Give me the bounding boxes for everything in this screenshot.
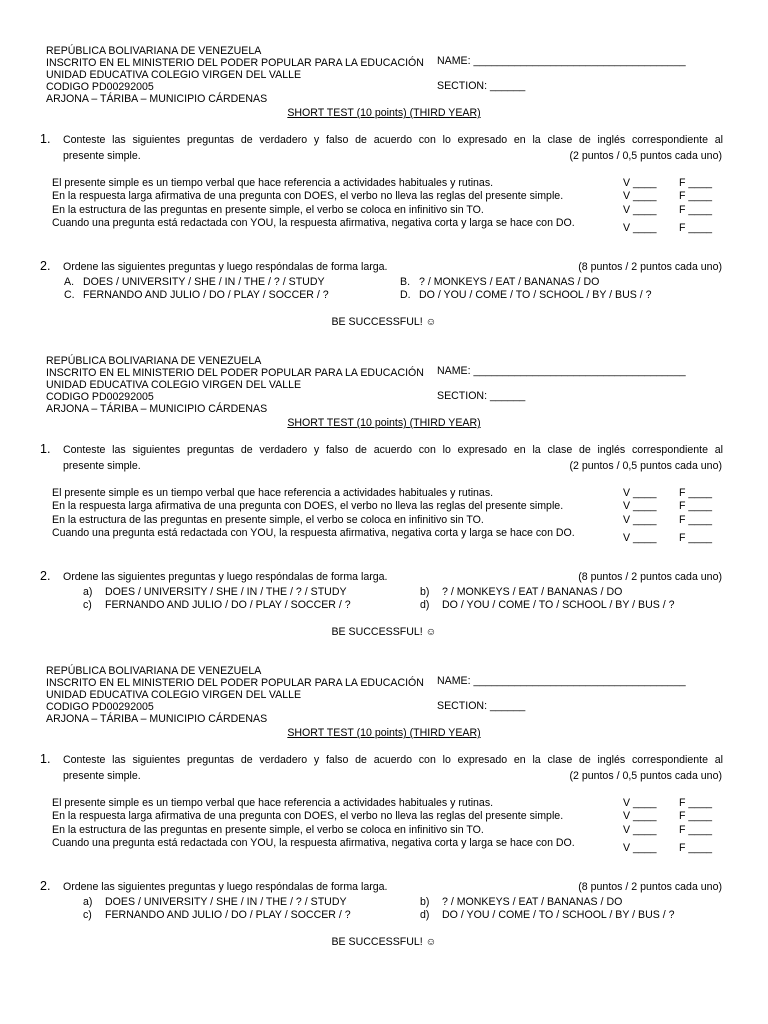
question-points: (2 puntos / 0,5 puntos cada uno) [569,460,722,472]
question-text-continued: presente simple. [63,770,141,782]
option-label: c) [83,909,92,921]
name-field[interactable]: NAME: ____________________________________ [437,675,686,687]
true-false-item [52,190,732,203]
true-false-item [52,824,732,837]
question-text: Ordene las siguientes preguntas y luego respóndalas de forma larga. [63,881,388,893]
statement: Cuando una pregunta está redactada con YOU, la respuesta afirmativa, negativa corta y larga se hace con DO. [52,526,575,539]
option-label: a) [83,586,93,598]
school-header [46,355,426,415]
header-line: UNIDAD EDUCATIVA COLEGIO VIRGEN DEL VALLE [46,379,302,391]
true-blank[interactable]: V ____ [623,797,657,809]
header-line: UNIDAD EDUCATIVA COLEGIO VIRGEN DEL VALLE [46,69,302,81]
scrambled-question [83,586,347,598]
true-false-item [52,177,732,190]
statement: En la respuesta larga afirmativa de una pregunta con DOES, el verbo no lleva las reglas del presente simple. [52,500,564,513]
false-blank[interactable]: F ____ [679,810,712,823]
true-blank[interactable]: V ____ [623,531,657,544]
false-blank[interactable]: F ____ [679,823,712,836]
statement: En la estructura de las preguntas en presente simple, el verbo se coloca en infinitivo sin TO. [52,513,484,526]
encouragement-footer: BE SUCCESSFUL! ☺ [331,316,437,328]
option-label: d) [420,909,430,921]
true-blank[interactable]: V ____ [623,190,657,203]
question-text: Ordene las siguientes preguntas y luego respóndalas de forma larga. [63,571,388,583]
true-false-item [52,217,732,243]
false-blank[interactable]: F ____ [679,797,712,809]
false-blank[interactable]: F ____ [679,203,712,216]
statement: El presente simple es un tiempo verbal que hace referencia a actividades habituales y rutinas. [52,177,494,189]
name-field[interactable]: NAME: ____________________________________ [437,55,686,67]
question-points: (2 puntos / 0,5 puntos cada uno) [569,150,722,162]
scrambled-question [400,276,599,288]
option-label: b) [420,586,430,598]
true-false-list [52,797,732,863]
header-line: ARJONA – TÁRIBA – MUNICIPIO CÁRDENAS [46,93,268,105]
question-text-continued: presente simple. [63,460,141,472]
header-line: INSCRITO EN EL MINISTERIO DEL PODER POPULAR PARA LA EDUCACIÓN [46,367,424,379]
header-line: INSCRITO EN EL MINISTERIO DEL PODER POPULAR PARA LA EDUCACIÓN [46,57,424,69]
true-false-item [52,487,732,500]
test-copy [0,0,768,328]
school-header [46,665,426,725]
section-field[interactable]: SECTION: ______ [437,700,526,712]
section-field[interactable]: SECTION: ______ [437,80,526,92]
option-text: DOES / UNIVERSITY / SHE / IN / THE / ? / STUDY [105,896,347,908]
question-points: (8 puntos / 2 puntos cada uno) [578,261,722,273]
true-blank[interactable]: V ____ [623,221,657,234]
scrambled-question [420,599,675,611]
header-line: CODIGO PD00292005 [46,81,154,93]
scrambled-question [400,289,652,301]
header-line: REPÚBLICA BOLIVARIANA DE VENEZUELA [46,45,262,57]
option-text: DOES / UNIVERSITY / SHE / IN / THE / ? / STUDY [83,276,325,288]
question-text: Conteste las siguientes preguntas de verdadero y falso de acuerdo con lo expresado en la clase de inglés correspondiente al [63,444,723,456]
option-label: d) [420,599,430,611]
true-blank[interactable]: V ____ [623,841,657,854]
statement: En la respuesta larga afirmativa de una pregunta con DOES, el verbo no lleva las reglas del presente simple. [52,190,564,203]
option-label: a) [83,896,93,908]
false-blank[interactable]: F ____ [679,513,712,526]
true-false-item [52,797,732,810]
school-header [46,45,426,105]
header-line: CODIGO PD00292005 [46,701,154,713]
false-blank[interactable]: F ____ [679,500,712,513]
false-blank[interactable]: F ____ [679,841,712,854]
option-text: FERNANDO AND JULIO / DO / PLAY / SOCCER / ? [83,289,329,301]
option-text: DO / YOU / COME / TO / SCHOOL / BY / BUS / ? [442,909,675,921]
question-text: Conteste las siguientes preguntas de verdadero y falso de acuerdo con lo expresado en la clase de inglés correspondiente al [63,134,723,146]
statement: En la respuesta larga afirmativa de una pregunta con DOES, el verbo no lleva las reglas del presente simple. [52,810,564,823]
option-text: ? / MONKEYS / EAT / BANANAS / DO [419,276,600,288]
option-label: D. [400,289,411,301]
true-false-item [52,204,732,217]
question-number: 1. [40,442,51,456]
header-line: UNIDAD EDUCATIVA COLEGIO VIRGEN DEL VALLE [46,689,302,701]
statement: Cuando una pregunta está redactada con YOU, la respuesta afirmativa, negativa corta y larga se hace con DO. [52,836,575,849]
scrambled-question [420,896,622,908]
true-false-item [52,810,732,823]
scrambled-question [420,586,622,598]
encouragement-footer: BE SUCCESSFUL! ☺ [331,626,437,638]
true-false-item [52,500,732,513]
false-blank[interactable]: F ____ [679,221,712,234]
true-blank[interactable]: V ____ [623,823,657,836]
false-blank[interactable]: F ____ [679,531,712,544]
test-title: SHORT TEST (10 points) (THIRD YEAR) [287,417,481,429]
question-number: 2. [40,259,51,273]
header-line: ARJONA – TÁRIBA – MUNICIPIO CÁRDENAS [46,403,268,415]
option-label: b) [420,896,430,908]
scrambled-question [83,599,351,611]
option-label: c) [83,599,92,611]
test-copy [0,310,768,638]
question-number: 2. [40,879,51,893]
true-false-item [52,514,732,527]
question-number: 2. [40,569,51,583]
question-points: (2 puntos / 0,5 puntos cada uno) [569,770,722,782]
true-blank[interactable]: V ____ [623,177,657,189]
true-blank[interactable]: V ____ [623,810,657,823]
option-text: ? / MONKEYS / EAT / BANANAS / DO [442,586,623,598]
true-blank[interactable]: V ____ [623,203,657,216]
test-title: SHORT TEST (10 points) (THIRD YEAR) [287,107,481,119]
option-text: DOES / UNIVERSITY / SHE / IN / THE / ? / STUDY [105,586,347,598]
statement: El presente simple es un tiempo verbal que hace referencia a actividades habituales y rutinas. [52,797,494,809]
true-blank[interactable]: V ____ [623,487,657,499]
true-false-list [52,487,732,553]
option-text: DO / YOU / COME / TO / SCHOOL / BY / BUS / ? [419,289,652,301]
question-points: (8 puntos / 2 puntos cada uno) [578,571,722,583]
scrambled-question [64,289,329,301]
option-text: FERNANDO AND JULIO / DO / PLAY / SOCCER / ? [105,909,351,921]
header-line: REPÚBLICA BOLIVARIANA DE VENEZUELA [46,355,262,367]
question-text: Conteste las siguientes preguntas de verdadero y falso de acuerdo con lo expresado en la clase de inglés correspondiente al [63,754,723,766]
false-blank[interactable]: F ____ [679,177,712,189]
question-text-continued: presente simple. [63,150,141,162]
question-points: (8 puntos / 2 puntos cada uno) [578,881,722,893]
option-text: DO / YOU / COME / TO / SCHOOL / BY / BUS / ? [442,599,675,611]
option-label: A. [64,276,75,288]
true-false-item [52,527,732,553]
scrambled-question [83,896,347,908]
option-text: ? / MONKEYS / EAT / BANANAS / DO [442,896,623,908]
header-line: CODIGO PD00292005 [46,391,154,403]
true-false-item [52,837,732,863]
header-line: ARJONA – TÁRIBA – MUNICIPIO CÁRDENAS [46,713,268,725]
question-text: Ordene las siguientes preguntas y luego respóndalas de forma larga. [63,261,388,273]
section-field[interactable]: SECTION: ______ [437,390,526,402]
true-blank[interactable]: V ____ [623,500,657,513]
false-blank[interactable]: F ____ [679,487,712,499]
header-line: REPÚBLICA BOLIVARIANA DE VENEZUELA [46,665,262,677]
scrambled-question [64,276,325,288]
question-number: 1. [40,132,51,146]
statement: En la estructura de las preguntas en presente simple, el verbo se coloca en infinitivo sin TO. [52,823,484,836]
true-false-list [52,177,732,243]
test-title: SHORT TEST (10 points) (THIRD YEAR) [287,727,481,739]
statement: El presente simple es un tiempo verbal que hace referencia a actividades habituales y rutinas. [52,487,494,499]
scrambled-question [420,909,675,921]
false-blank[interactable]: F ____ [679,190,712,203]
question-number: 1. [40,752,51,766]
header-line: INSCRITO EN EL MINISTERIO DEL PODER POPULAR PARA LA EDUCACIÓN [46,677,424,689]
scrambled-question [83,909,351,921]
name-field[interactable]: NAME: ____________________________________ [437,365,686,377]
statement: Cuando una pregunta está redactada con YOU, la respuesta afirmativa, negativa corta y larga se hace con DO. [52,216,575,229]
true-blank[interactable]: V ____ [623,513,657,526]
option-label: C. [64,289,75,301]
option-label: B. [400,276,411,288]
encouragement-footer: BE SUCCESSFUL! ☺ [331,936,437,948]
statement: En la estructura de las preguntas en presente simple, el verbo se coloca en infinitivo sin TO. [52,203,484,216]
option-text: FERNANDO AND JULIO / DO / PLAY / SOCCER / ? [105,599,351,611]
test-copy [0,620,768,948]
